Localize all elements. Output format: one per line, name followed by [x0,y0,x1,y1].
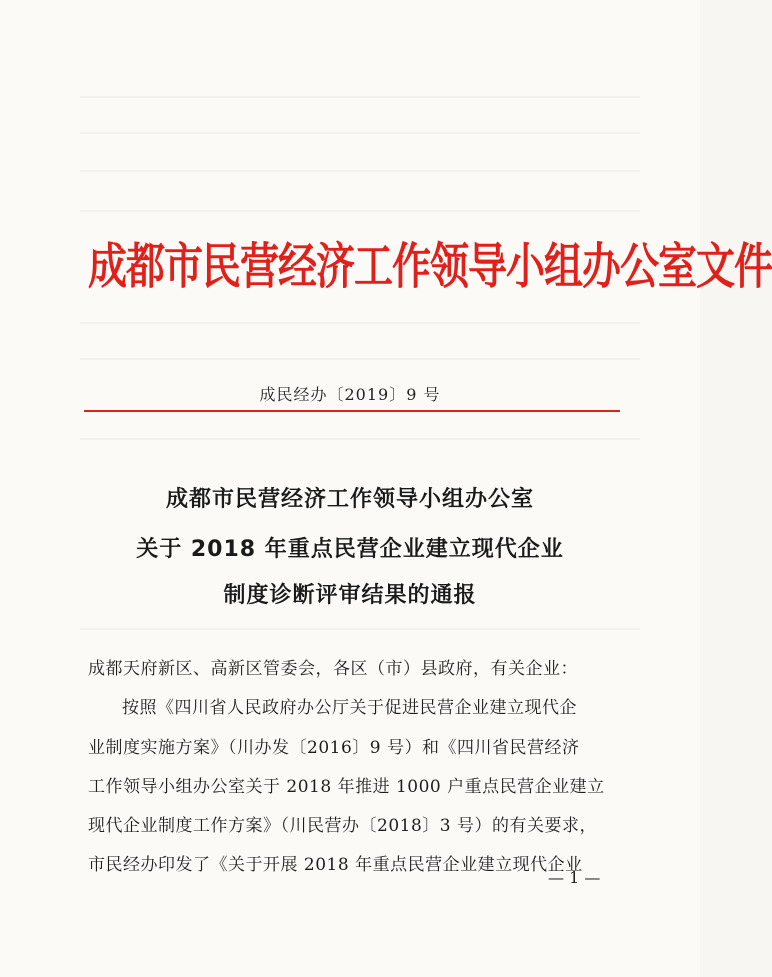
body-paragraph-line-3: 工作领导小组办公室关于 2018 年推进 1000 户重点民营企业建立 [88,777,605,797]
bleed-through-mark [80,628,640,630]
body-paragraph-line-1: 按照《四川省人民政府办公厅关于促进民营企业建立现代企 [122,698,577,718]
bleed-through-mark [80,170,640,172]
bleed-through-mark [80,96,640,98]
bleed-through-mark [80,438,640,440]
document-title-line-1: 成都市民营经济工作领导小组办公室 [165,487,534,512]
recipients-line: 成都天府新区、高新区管委会，各区（市）县政府，有关企业： [88,659,578,679]
bleed-through-mark [80,358,640,360]
document-number: 成民经办〔2019〕9 号 [259,385,441,404]
body-paragraph-line-5: 市民经办印发了《关于开展 2018 年重点民营企业建立现代企业 [88,855,583,875]
bleed-through-mark [80,210,640,212]
body-paragraph-line-4: 现代企业制度工作方案》（川民营办〔2018〕3 号）的有关要求， [88,816,597,836]
red-divider-rule [84,410,620,412]
bleed-through-mark [80,322,640,324]
document-title-line-2: 关于 2018 年重点民营企业建立现代企业 [136,537,564,562]
document-header-title: 成都市民营经济工作领导小组办公室文件 [88,239,772,296]
bleed-through-mark [80,132,640,134]
body-paragraph-line-2: 业制度实施方案》（川办发〔2016〕9 号）和《四川省民营经济 [88,738,580,758]
document-title-line-3: 制度诊断评审结果的通报 [223,583,477,608]
page-number: — 1 — [548,868,601,887]
